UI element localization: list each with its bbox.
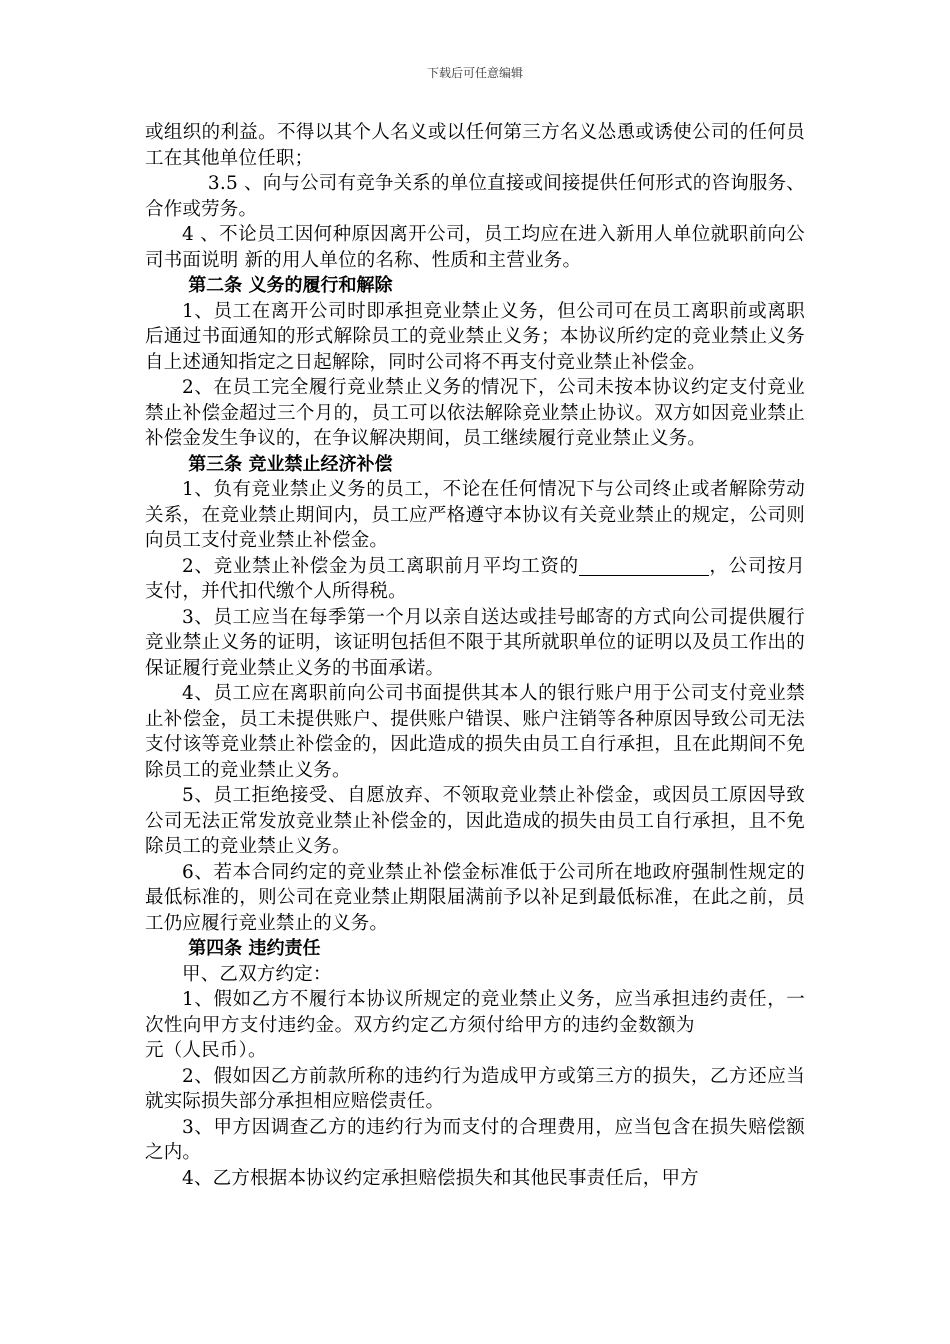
paragraph: 4 、不论员工因何种原因离开公司，员工均应在进入新用人单位就职前向公司书面说明 新的用人单位的名称、性质和主营业务。 — [145, 224, 805, 271]
section-heading-3: 第三条 竞业禁止经济补偿 — [188, 453, 393, 475]
paragraph: 1、负有竞业禁止义务的员工，不论在任何情况下与公司终止或者解除劳动关系，在竞业禁止期间内，员工应严格遵守本协议有关竞业禁止的规定，公司则向员工支付竞业禁止补偿金。 — [145, 479, 805, 551]
paragraph: 6、若本合同约定的竞业禁止补偿金标准低于公司所在地政府强制性规定的最低标准的，则公司在竞业禁止期限届满前予以补足到最低标准，在此之前，员工仍应履行竞业禁止的义务。 — [145, 861, 805, 934]
paragraph-text: 1、假如乙方不履行本协议所规定的竞业禁止义务，应当承担违约责任，一次性向甲方支付违约金。双方约定乙方须付给甲方的违约金数额为 — [145, 989, 805, 1036]
paragraph: 3.5 、向与公司有竞争关系的单位直接或间接提供任何形式的咨询服务、合作或劳务。 — [145, 173, 805, 220]
page-header: 下载后可任意编辑 — [426, 66, 523, 80]
paragraph — [145, 554, 805, 605]
paragraph-text: ，公司按月支付，并代扣代缴个人所得税。 — [145, 555, 805, 602]
paragraph: 3、员工应当在每季第一个月以亲自送达或挂号邮寄的方式向公司提供履行竞业禁止义务的证明，该证明包括但不限于其所就职单位的证明以及员工作出的保证履行竞业禁止义务的书面承诺。 — [145, 606, 805, 679]
blank-field — [579, 557, 709, 576]
paragraph: 1、员工在离开公司时即承担竞业禁止义务，但公司可在员工离职前或离职后通过书面通知的形式解除员工的竞业禁止义务；本协议所约定的竞业禁止义务自上述通知指定之日起解除，同时公司将不再支付竞业禁止补偿金。 — [145, 300, 805, 373]
paragraph: 2、假如因乙方前款所称的违约行为造成甲方或第三方的损失，乙方还应当就实际损失部分承担相应赔偿责任。 — [145, 1065, 805, 1112]
section-heading-2: 第二条 义务的履行和解除 — [188, 275, 393, 296]
paragraph: 4、员工应在离职前向公司书面提供其本人的银行账户用于公司支付竞业禁止补偿金，员工未提供账户、提供账户错误、账户注销等各种原因导致公司无法支付该等竞业禁止补偿金的，因此造成的损失由员工自行承担，且在此期间不免除员工的竞业禁止义务。 — [145, 683, 805, 781]
paragraph: 或组织的利益。不得以其个人名义或以任何第三方名义怂恿或诱使公司的任何员工在其他单位任职； — [145, 122, 805, 169]
paragraph — [145, 987, 805, 1064]
paragraph: 2、在员工完全履行竞业禁止义务的情况下，公司未按本协议约定支付竞业禁止补偿金超过三个月的，员工可以依法解除竞业禁止协议。双方如因竞业禁止补偿金发生争议的，在争议解决期间，员工继续履行竞业禁止义务。 — [145, 377, 805, 449]
paragraph: 4、乙方根据本协议约定承担赔偿损失和其他民事责任后，甲方 — [182, 1167, 699, 1189]
section-heading-4: 第四条 违约责任 — [188, 938, 321, 959]
document-body — [145, 120, 805, 1191]
paragraph-text: 2、竞业禁止补偿金为员工离职前月平均工资的 — [182, 555, 579, 577]
paragraph: 甲、乙双方约定： — [182, 963, 332, 985]
paragraph: 5、员工拒绝接受、自愿放弃、不领取竞业禁止补偿金，或因员工原因导致公司无法正常发放竞业禁止补偿金的，因此造成的损失由员工自行承担，且不免除员工的竞业禁止义务。 — [145, 785, 805, 857]
paragraph: 3、甲方因调查乙方的违约行为而支付的合理费用，应当包含在损失赔偿额之内。 — [145, 1116, 805, 1163]
paragraph-text: 元（人民币）。 — [145, 1040, 267, 1061]
